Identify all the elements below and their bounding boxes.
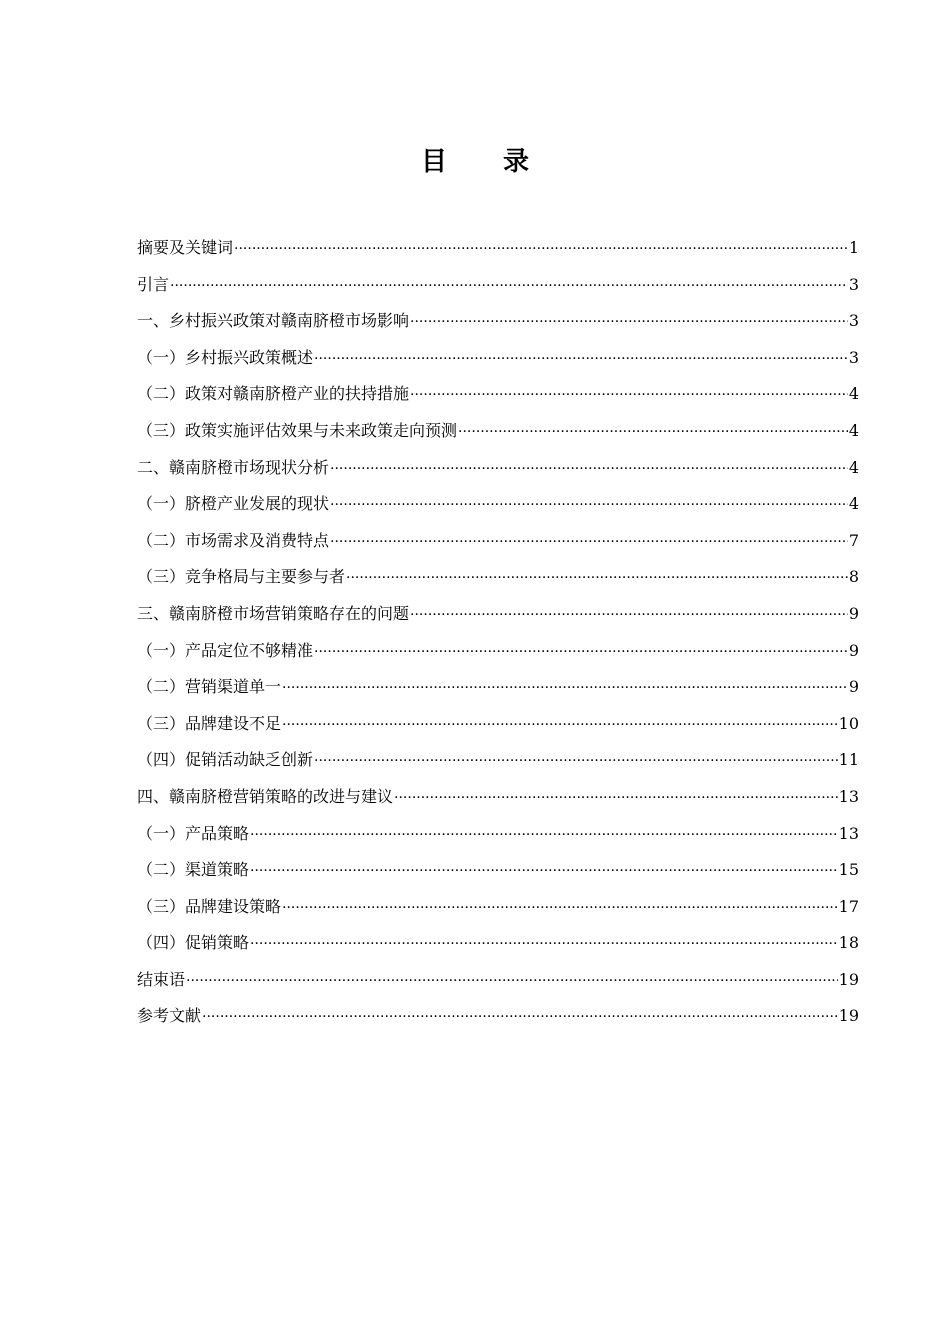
toc-entry-label: 三、赣南脐橙市场营销策略存在的问题 [137,603,410,623]
toc-page-number: 7 [848,530,859,550]
toc-leader-dots [314,633,848,671]
title-char-1: 目 [420,147,447,177]
toc-entry[interactable] [137,889,859,926]
toc-entry-label: （三）品牌建设策略 [137,896,282,916]
toc-entry-label: 引言 [137,274,170,294]
toc-page-number: 17 [838,896,859,916]
toc-entry-label: 二、赣南脐橙市场现状分析 [137,457,330,477]
toc-entry-label: （三）政策实施评估效果与未来政策走向预测 [137,420,458,440]
toc-page-number: 4 [848,457,859,477]
toc-entry-label: 四、赣南脐橙营销策略的改进与建议 [137,786,394,806]
toc-page-number: 10 [838,713,859,733]
toc-entry[interactable] [137,816,859,853]
toc-page-number: 4 [848,494,859,514]
toc-page-number: 11 [838,750,859,770]
toc-page-number: 4 [848,384,859,404]
toc-leader-dots [458,413,848,451]
toc-leader-dots [250,852,838,890]
toc-leader-dots [330,450,848,488]
toc-leader-dots [330,523,848,561]
toc-entry-label: （二）营销渠道单一 [137,677,282,697]
toc-page-number: 13 [838,823,859,843]
toc-leader-dots [282,889,838,927]
toc-entry-label: （二）渠道策略 [137,860,250,880]
toc-entry-label: （四）促销策略 [137,933,250,953]
toc-entry[interactable] [137,669,859,706]
toc-leader-dots [346,559,848,597]
toc-entry-label: （一）乡村振兴政策概述 [137,347,314,367]
toc-entry-label: 摘要及关键词 [137,238,234,257]
toc-page-number: 19 [838,969,859,989]
toc-leader-dots [282,706,838,744]
toc-entry-label: 结束语 [137,969,186,989]
toc-leader-dots [410,303,848,341]
toc-entry[interactable] [137,376,859,413]
toc-entry[interactable] [137,706,859,743]
toc-entry[interactable] [137,742,859,779]
toc-page-number: 3 [848,347,859,367]
toc-entry[interactable] [137,450,859,487]
toc-page-number: 8 [848,567,859,587]
toc-page-number: 9 [848,640,859,660]
toc-page-number: 1 [848,238,859,257]
toc-entry-label: （一）产品定位不够精准 [137,640,314,660]
toc-leader-dots [234,230,848,268]
toc-entry-label: （四）促销活动缺乏创新 [137,750,314,770]
toc-leader-dots [410,596,848,634]
toc-leader-dots [250,816,838,854]
toc-entry[interactable] [137,852,859,889]
toc-leader-dots [314,742,838,780]
toc-entry-label: （三）品牌建设不足 [137,713,282,733]
toc-leader-dots [250,925,838,963]
table-of-contents [137,230,859,1035]
toc-leader-dots [282,669,848,707]
toc-leader-dots [410,376,848,414]
toc-entry-label: 一、乡村振兴政策对赣南脐橙市场影响 [137,311,410,331]
toc-leader-dots [186,962,838,1000]
toc-entry[interactable] [137,486,859,523]
toc-entry[interactable] [137,962,859,999]
toc-page-number: 15 [838,860,859,880]
toc-leader-dots [394,779,838,817]
toc-entry-label: 参考文献 [137,1006,202,1026]
toc-entry[interactable] [137,230,859,267]
toc-entry[interactable] [137,267,859,304]
toc-entry[interactable] [137,998,859,1035]
page-title [0,141,950,178]
toc-page-number: 3 [848,311,859,331]
toc-entry[interactable] [137,633,859,670]
toc-page-number: 19 [838,1006,859,1026]
toc-page-number: 13 [838,786,859,806]
toc-page-number: 9 [848,603,859,623]
toc-page-number: 9 [848,677,859,697]
toc-entry-label: （二）政策对赣南脐橙产业的扶持措施 [137,384,410,404]
toc-entry-label: （一）产品策略 [137,823,250,843]
toc-entry[interactable] [137,523,859,560]
toc-page-number: 18 [838,933,859,953]
toc-entry-label: （三）竞争格局与主要参与者 [137,567,346,587]
toc-entry-label: （一）脐橙产业发展的现状 [137,494,330,514]
toc-leader-dots [314,340,848,378]
toc-page-number: 3 [848,274,859,294]
toc-entry[interactable] [137,779,859,816]
toc-entry[interactable] [137,596,859,633]
toc-page-number: 4 [848,420,859,440]
toc-entry[interactable] [137,303,859,340]
toc-entry[interactable] [137,413,859,450]
toc-leader-dots [202,998,838,1036]
toc-leader-dots [330,486,848,524]
toc-leader-dots [170,267,848,305]
toc-entry[interactable] [137,559,859,596]
toc-entry-label: （二）市场需求及消费特点 [137,530,330,550]
toc-entry[interactable] [137,340,859,377]
toc-entry[interactable] [137,925,859,962]
title-char-2: 录 [503,147,530,177]
